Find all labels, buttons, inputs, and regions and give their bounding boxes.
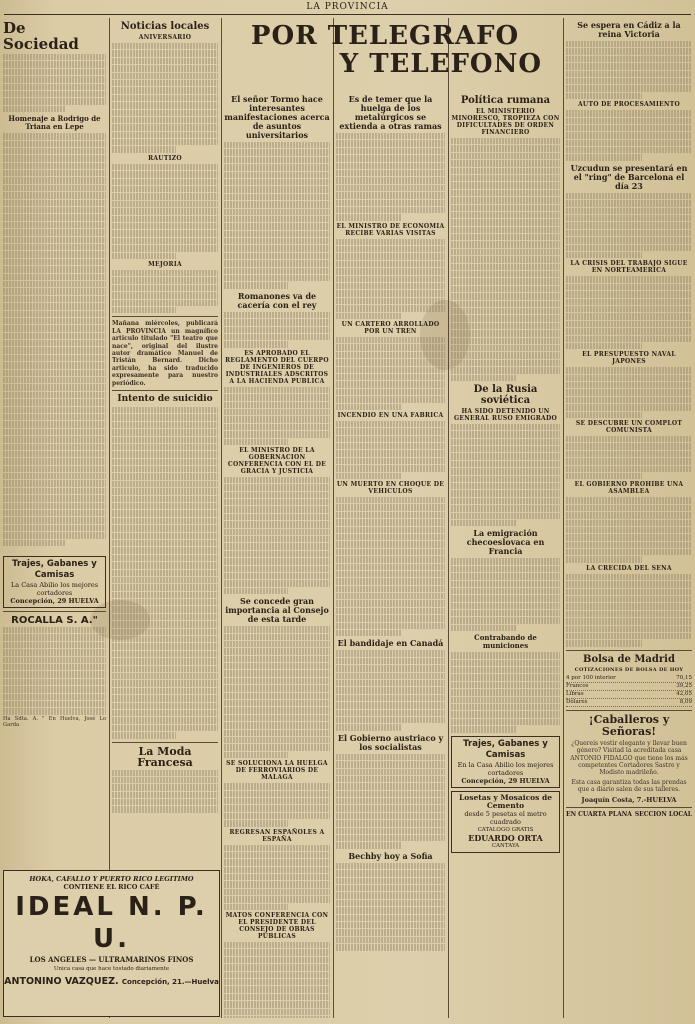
ad-title: ROCALLA S. A."	[11, 615, 98, 626]
column-5	[451, 92, 560, 1018]
column-4	[336, 92, 445, 1018]
article-subtitle: AUTO DE PROCESAMIENTO	[577, 101, 681, 109]
advertisement	[3, 556, 106, 608]
article-subtitle: EL MINISTRO DE ECONOMIA RECIBE VARIAS VISITAS	[336, 222, 445, 237]
article-title: Homenaje a Rodrigo de Triana en Lepe	[8, 114, 101, 132]
table-row	[566, 683, 692, 691]
table-row	[566, 699, 692, 707]
article-subtitle: EL MINISTRO DE LA GOBERNACION CONFERENCIA CON EL DE GRACIA Y JUSTICIA	[227, 446, 327, 475]
article-subtitle: UN MUERTO EN CHOQUE DE VEHICULOS	[336, 481, 445, 496]
headline-line1: POR TELEGRAFO	[250, 21, 520, 51]
article-title: Se concede gran importancia al Consejo de esta tarde	[225, 596, 329, 625]
column-6	[566, 18, 692, 1018]
article-subtitle: REGRESAN ESPAÑOLES A ESPAÑA	[229, 828, 325, 843]
row-value: 8,09	[679, 698, 692, 705]
article-title: RAUTIZO	[148, 154, 182, 162]
article-title: Uzcudun se presentará en el "ring" de Barcelona el día 23	[570, 162, 688, 191]
article-subtitle: INCENDIO EN UNA FABRICA	[337, 411, 444, 419]
article-title: Bechby hoy a Sofia	[348, 850, 433, 861]
column-rule	[221, 18, 222, 1018]
ad-name: EDUARDO ORTA	[468, 832, 543, 843]
column-3	[224, 92, 330, 1018]
advertisement	[451, 791, 560, 853]
ad-address: Joaquín Costa, 7.-HUELVA	[581, 795, 677, 804]
article-title: Es de temer que la huelga de los metalúrgicos se extienda a otras ramas	[339, 94, 442, 131]
section-title: Noticias locales	[120, 21, 210, 32]
table-row	[566, 691, 692, 699]
ad-text: Ha Sdta. A. " En Huelva, José Lo Garda	[3, 715, 106, 729]
article-title: El bandidaje en Canadá	[337, 638, 444, 649]
row-label: 4 por 100 interior	[566, 674, 616, 681]
ad-title: Losetas y Mosaicos de Cemento	[458, 792, 553, 810]
article-title: ANIVERSARIO	[138, 34, 192, 41]
ad-address: Concepción, 29 HUELVA	[461, 776, 550, 785]
article-subtitle: EL MINISTERIO MINORESCO, TROPIEZA CON DIFICULTADES DE ORDEN FINANCIERO	[451, 108, 560, 136]
row-label: Libras	[566, 690, 584, 697]
row-value: 70,15	[676, 674, 692, 681]
article-title: Política rumana	[460, 95, 551, 106]
article-title: La emigración checoeslovaca en Francia	[466, 528, 545, 557]
article-title: El señor Tormo hace interesantes manifestaciones acerca de asuntos universitarios	[224, 94, 330, 140]
ad-text: Esta casa garantiza todas las prendas que a diario salen de sus talleres.	[571, 778, 687, 794]
column-1	[3, 18, 106, 1018]
row-value: 39,25	[676, 682, 692, 689]
column-rule	[448, 18, 449, 1018]
masthead-title: LA PROVINCIA	[306, 2, 389, 12]
article-subtitle: HA SIDO DETENIDO UN GENERAL RUSO EMIGRADO	[453, 407, 558, 422]
ad-line: CATALOGO GRATIS	[477, 826, 534, 833]
row-label: Francos	[566, 682, 589, 689]
main-headline	[220, 22, 550, 78]
ad-address: Concepción, 29 HUELVA	[10, 597, 99, 605]
article-title: La Moda Francesa	[137, 744, 193, 769]
article-title: Intento de suicidio	[117, 393, 213, 404]
article-title: MEJORIA	[148, 260, 182, 268]
headline-line2: Y TELEFONO	[339, 49, 542, 79]
ad-subtitle: En la Casa Abilio los mejores cortadores	[457, 760, 554, 777]
article-title: Contrabando de municiones	[474, 633, 537, 651]
row-label: Dólares	[566, 698, 588, 705]
ad-title: ¡Caballeros y Señoras!	[588, 712, 670, 738]
ad-text: ¿Quereis vestir elegante y llevar buen género? Visitad la acreditada casa ANTONIO FIDALGO que tiene los más competentes Cortadores Sastre y Modisto madrileño.	[570, 739, 688, 777]
ad-line: Unica casa que hace tostado diariamente	[53, 966, 170, 972]
ad-name: ANTONINO VAZQUEZ.	[4, 976, 119, 987]
column-rule	[109, 18, 110, 1018]
row-value: 42,05	[676, 690, 692, 697]
ad-line: CONTIENE EL RICO CAFÉ	[63, 883, 160, 891]
ad-title: Trajes, Gabanes y Camisas	[463, 738, 548, 760]
article-title: De la Rusia soviética	[473, 383, 538, 406]
column-2	[112, 18, 218, 1018]
page-footer: EN CUARTA PLANA	[566, 810, 632, 818]
article-subtitle: EL PRESUPUESTO NAVAL JAPONES	[582, 351, 676, 366]
ad-address: Concepción, 21.—Huelva	[121, 978, 219, 986]
article-title: Se espera en Cádiz a la reina Victoria	[577, 20, 681, 39]
article-title: Romanones va de cacería con el rey	[237, 290, 317, 310]
section-title: De Sociedad	[3, 19, 79, 53]
article-subtitle: ES APROBADO EL REGLAMENTO DEL CUERPO DE INGENIEROS DE INDUSTRIALES ADSCRITOS A LA HACIENDA PUBLICA	[225, 349, 329, 385]
ad-line: HOKA, CAFALLO Y PUERTO RICO LEGITIMO	[29, 875, 194, 883]
article-subtitle: LA CRISIS DEL TRABAJO SIGUE EN NORTEAMERICA	[570, 260, 688, 275]
ad-address: CANTAYA	[491, 842, 520, 849]
coffee-advertisement	[3, 870, 220, 1017]
advertisement	[451, 736, 560, 788]
ad-brand: IDEAL N. P. U.	[15, 892, 208, 954]
ad-subtitle: La Casa Abilio los mejores cortadores	[10, 581, 99, 597]
article-subtitle: SE DESCUBRE UN COMPLOT COMUNISTA	[575, 420, 683, 435]
boxed-notice: Mañana miércoles, publicará LA PROVINCIA un magnífico articulo titulado "El teatro que nace", original del ilustre autor dramático Manuel de Tristán Bernard. Dicho articulo, ha sido traducido expresamente para nuestro periódico.	[112, 320, 218, 387]
article-subtitle: MATOS CONFERENCIA CON EL PRESIDENTE DEL CONSEJO DE OBRAS PUBLICAS	[225, 912, 329, 941]
bolsa-title: Bolsa de Madrid	[583, 653, 675, 665]
column-rule	[563, 18, 564, 1018]
article-subtitle: EL GOBIERNO PROHIBE UNA ASAMBLEA	[574, 481, 684, 496]
article-title: El Gobierno austriaco y los socialistas	[337, 732, 444, 752]
ad-subtitle: desde 5 pesetas el metro cuadrado	[464, 809, 547, 826]
bolsa-table	[566, 675, 692, 707]
article-subtitle: LA CRECIDA DEL SENA	[586, 564, 672, 572]
ad-line: LOS ANGELES — ULTRAMARINOS FINOS	[29, 955, 194, 964]
page-footer-section: SECCION LOCAL	[634, 810, 692, 818]
column-rule	[333, 18, 334, 1018]
table-row	[566, 675, 692, 683]
article-subtitle: UN CARTERO ARROLLADO POR UN TREN	[341, 320, 440, 335]
ad-title: Trajes, Gabanes y Camisas	[12, 559, 97, 580]
article-subtitle: SE SOLUCIONA LA HUELGA DE FERROVIARIOS DE MALAGA	[226, 760, 328, 782]
masthead	[0, 2, 695, 16]
bolsa-subtitle: COTIZACIONES DE BOLSA DE HOY	[574, 666, 684, 673]
